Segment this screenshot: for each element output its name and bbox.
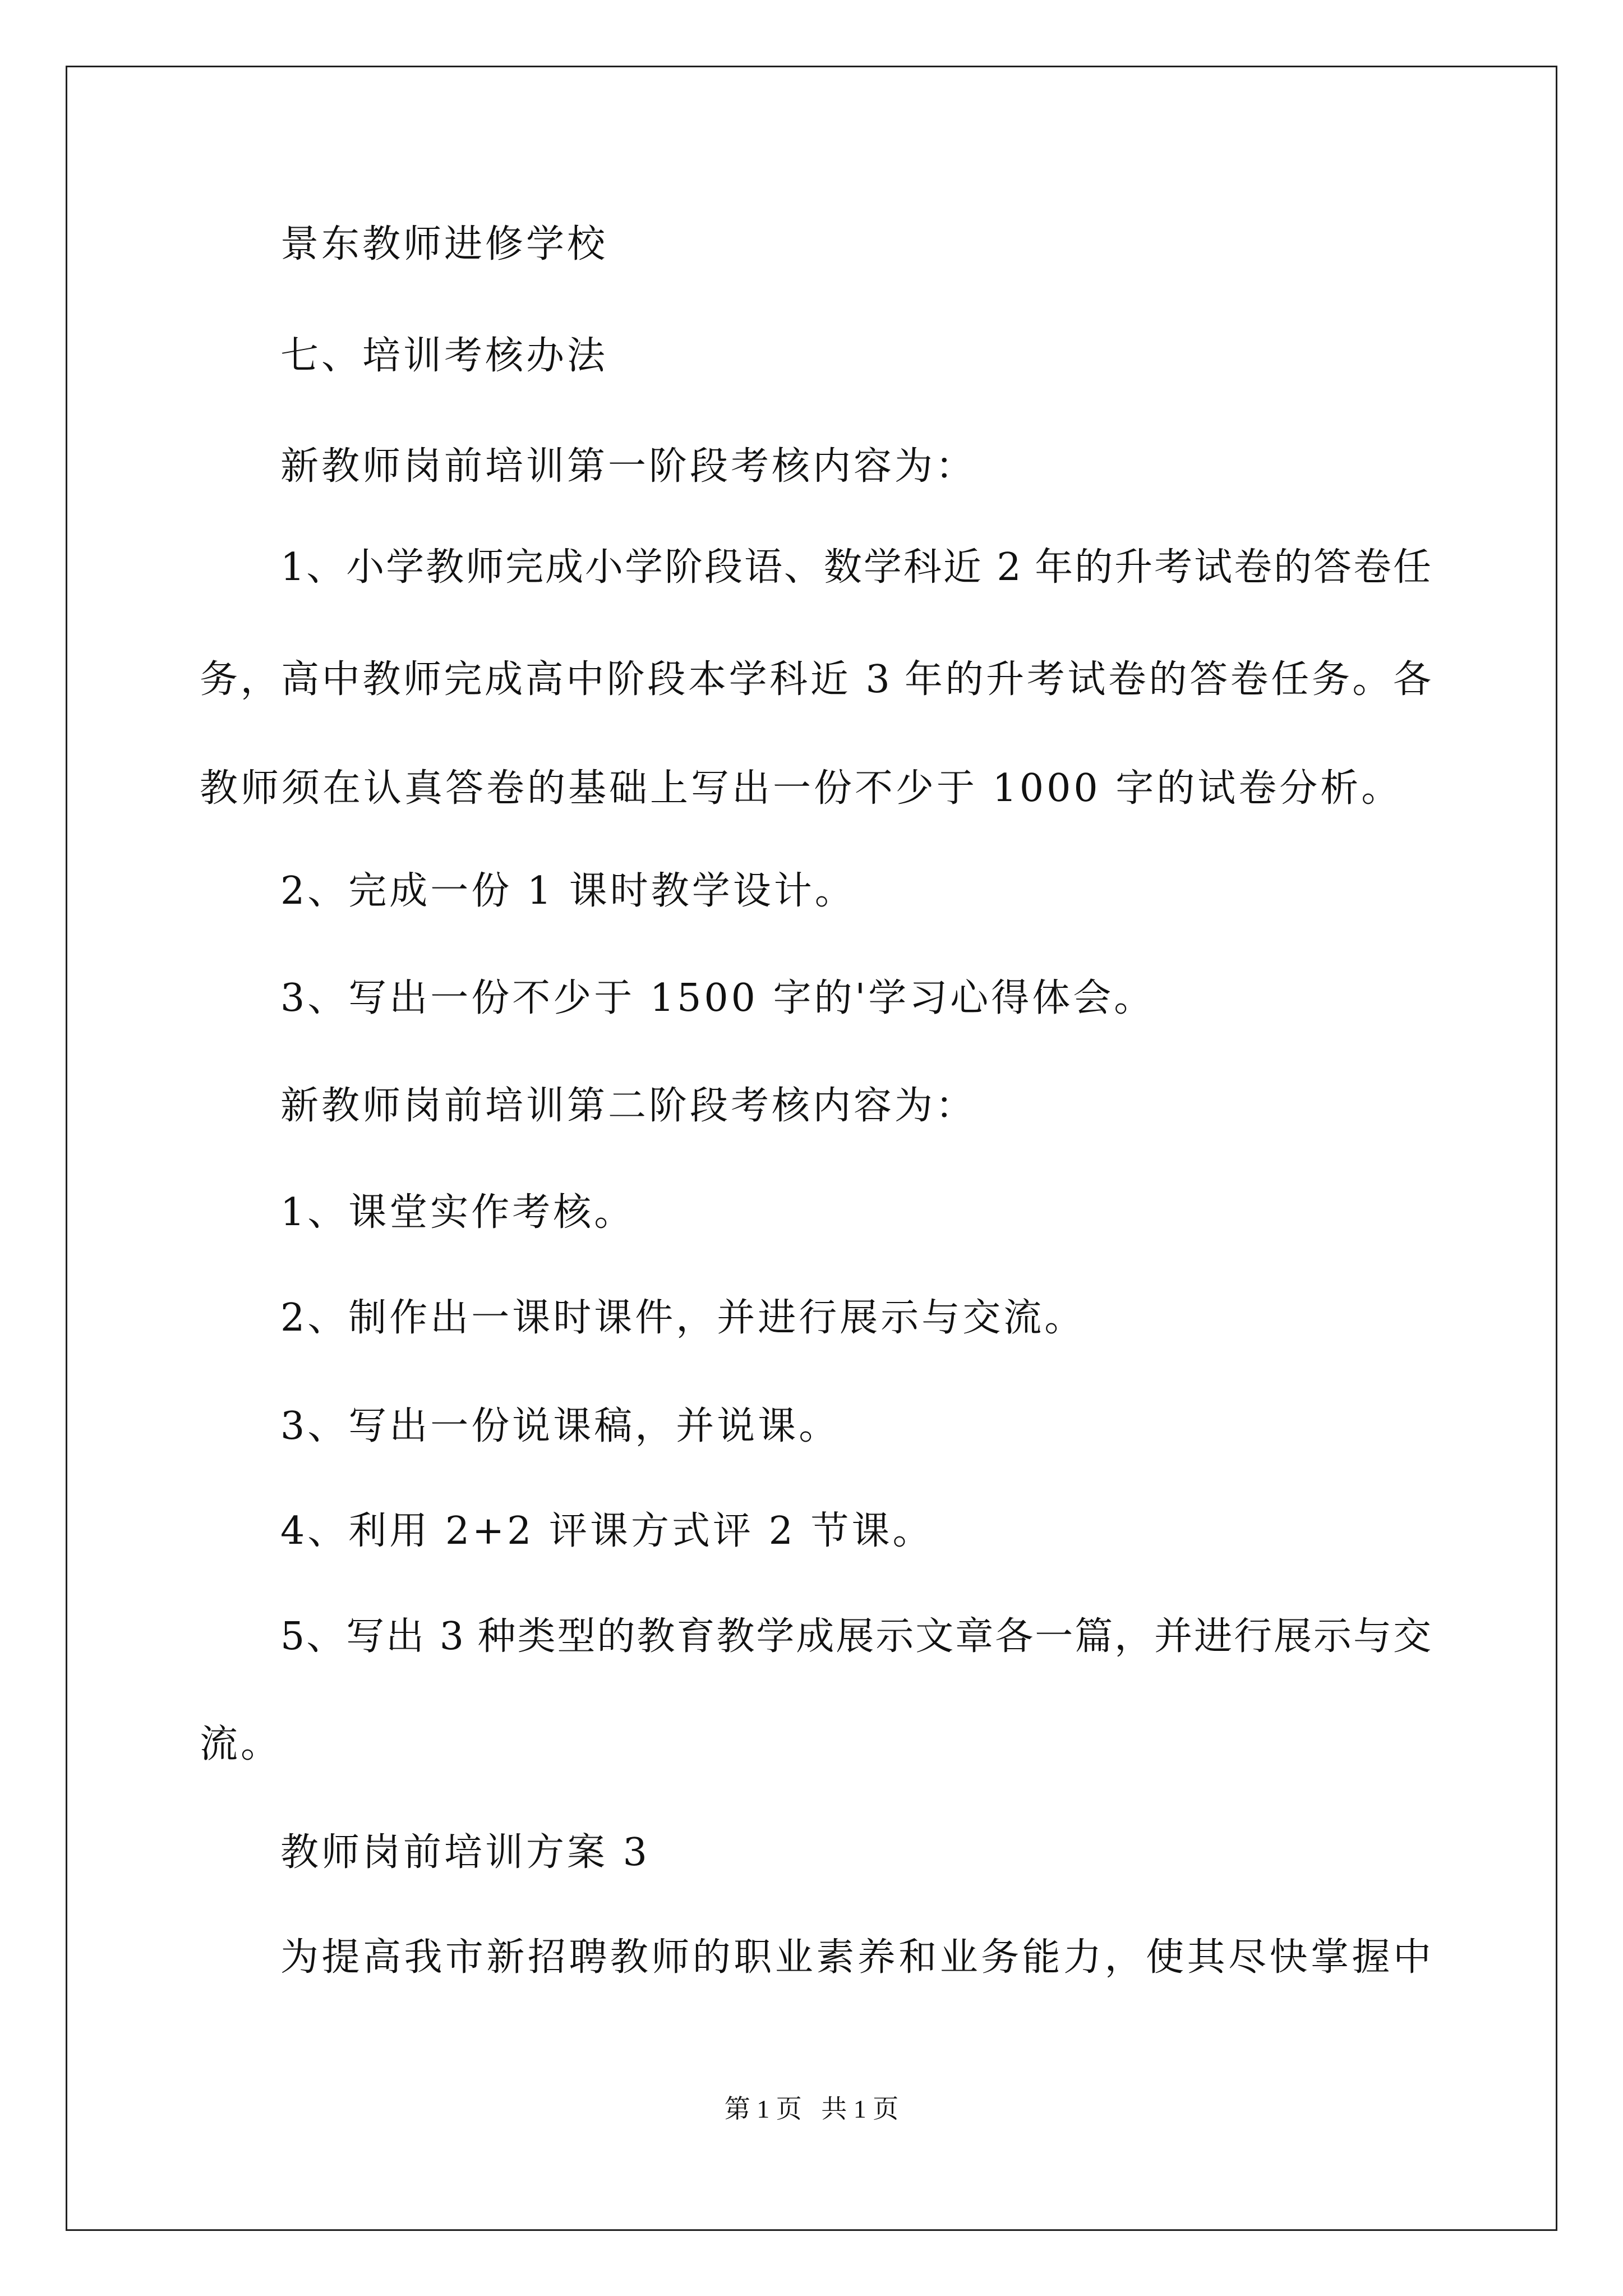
paragraph-line: 3、写出一份不少于 1500 字的'学习心得体会。 <box>280 976 1155 1020</box>
paragraph-line: 流。 <box>200 1722 282 1766</box>
paragraph-line: 1、课堂实作考核。 <box>280 1190 635 1235</box>
paragraph-line: 新教师岗前培训第一阶段考核内容为： <box>280 444 977 489</box>
paragraph-line: 新教师岗前培训第二阶段考核内容为： <box>280 1084 977 1128</box>
paragraph-line: 2、完成一份 1 课时教学设计。 <box>280 869 856 913</box>
section-heading-assessment: 七、培训考核办法 <box>280 334 608 378</box>
paragraph-line: 务，高中教师完成高中阶段本学科近 3 年的升考试卷的答卷任务。各 <box>200 657 1431 702</box>
paragraph-line: 1、小学教师完成小学阶段语、数学科近 2 年的升考试卷的答卷任 <box>280 545 1431 590</box>
page-border <box>66 66 1557 2231</box>
paragraph-line: 教师须在认真答卷的基础上写出一份不少于 1000 字的试卷分析。 <box>200 766 1403 811</box>
page-number-footer: 第 1 页 共 1 页 <box>724 2095 899 2123</box>
paragraph-line: 2、制作出一课时课件，并进行展示与交流。 <box>280 1296 1086 1340</box>
school-name-line: 景东教师进修学校 <box>280 222 608 266</box>
paragraph-line: 5、写出 3 种类型的教育教学成展示文章各一篇，并进行展示与交 <box>280 1614 1431 1659</box>
paragraph-line: 4、利用 2+2 评课方式评 2 节课。 <box>280 1509 934 1553</box>
paragraph-line: 3、写出一份说课稿，并说课。 <box>280 1404 840 1448</box>
paragraph-line: 为提高我市新招聘教师的职业素养和业务能力，使其尽快掌握中 <box>280 1935 1431 1980</box>
section-heading-plan-3: 教师岗前培训方案 3 <box>280 1830 650 1875</box>
